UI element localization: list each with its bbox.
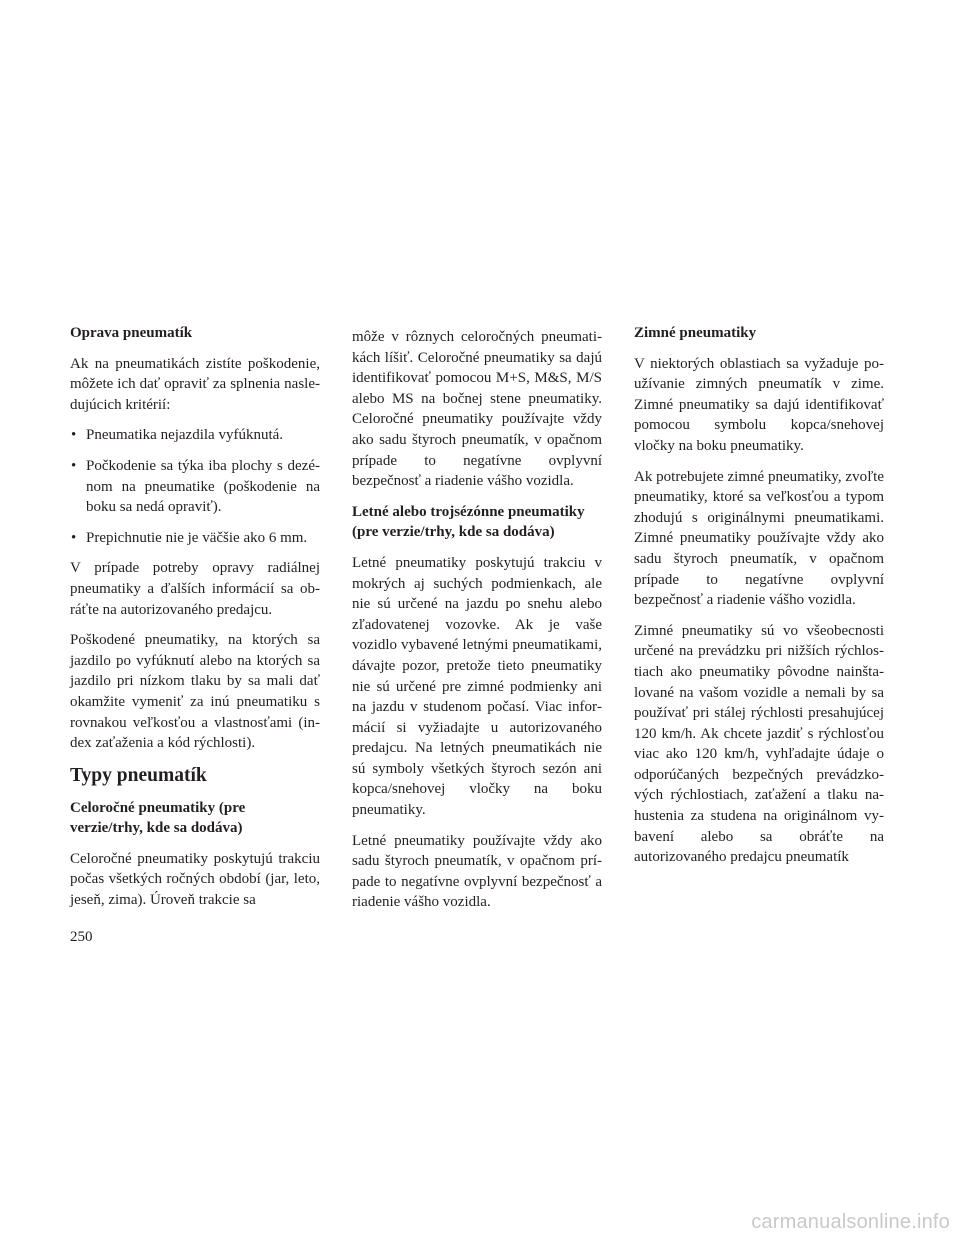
- column-right: [634, 323, 884, 878]
- list-item: • Prepichnutie nie je väčšie ako 6 mm.: [70, 528, 320, 549]
- column-left: [70, 323, 320, 921]
- heading-winter-tires: Zimné pneumatiky: [634, 325, 757, 341]
- watermark-text: carmanualsonline.info: [751, 1211, 950, 1233]
- heading-summer-tires: Letné alebo trojsézónne pneumatiky (pre verzie/trhy, kde sa dodáva): [352, 503, 585, 541]
- list-item: • Pneumatika nejazdila vyfúknutá.: [70, 425, 320, 446]
- paragraph-winter-speed: Zimné pneumatiky sú vo všeobecnosti určené na prevádzku pri nižších rýchlostiach ako pneumatiky pôvodne nainštalované na vašom vozidle a nemali by sa používať pri stálej rýchlosti presahujúcej 120 km/h. Ak chcete jazdiť s rýchlosťou viac ako 120 km/h, vyhľadajte údaje o odporúčaných bezpečných prevádzkových rýchlostiach, zaťažení a tlaku nahustenia za studena na originálnom vybavení alebo sa obráťte na autorizovaného predajcu pneumatík: [634, 622, 884, 866]
- paragraph-radial-repair: V prípade potreby opravy radiálnej pneumatiky a ďalších informácií sa obráťte na autorizovaného predajcu.: [70, 560, 320, 618]
- section-title-tire-types: Typy pneumatík: [70, 764, 207, 786]
- heading-tire-repair: Oprava pneumatík: [70, 325, 193, 341]
- paragraph-repair-intro: Ak na pneumatikách zistíte poškodenie, môžete ich dať opraviť za splnenia nasledujúcich kritérií:: [70, 355, 320, 413]
- paragraph-all-season: Celoročné pneumatiky poskytujú trakciu počas všetkých ročných období (jar, leto, jeseň, zima). Úroveň trakcie sa: [70, 850, 320, 909]
- list-item: • Počkodenie sa týka iba plochy s dezénom na pneumatike (poškodenie na boku sa nedá opraviť).: [70, 456, 320, 518]
- paragraph-summer-set: Letné pneumatiky používajte vždy ako sadu štyroch pneumatík, v opačnom prípade to negatívne ovplyvní bezpečnosť a riadenie vášho vozidla.: [352, 832, 602, 911]
- repair-criteria-list: [70, 425, 320, 548]
- paragraph-all-season-continued: môže v rôznych celoročných pneumatikách líšiť. Celoročné pneumatiky sa dajú identifikovať pomocou M+S, M&S, M/S alebo MS na bočnej stene pneumatiky. Celoročné pneumatiky používajte vždy ako sadu štyroch pneumatík, v opačnom prípade to negatívne ovplyvní bezpečnosť a riadenie vášho vozidla.: [352, 329, 602, 490]
- paragraph-winter-required: V niektorých oblastiach sa vyžaduje používanie zimných pneumatík v zime. Zimné pneumatiky sa dajú identifikovať pomocou symbolu kopca/snehovej vločky na boku pneumatiky.: [634, 355, 884, 454]
- heading-all-season: Celoročné pneumatiky (pre verzie/trhy, kde sa dodáva): [70, 799, 246, 837]
- page-number: 250: [70, 929, 93, 945]
- paragraph-damaged-tires: Poškodené pneumatiky, na ktorých sa jazdilo po vyfúknutí alebo na ktorých sa jazdilo pri nízkom tlaku by sa mali dať okamžite vymeniť za inú pneumatiku s rovnakou veľkosťou a vlastnosťami (index zaťaženia a kód rýchlosti).: [70, 632, 320, 752]
- column-middle: [352, 327, 602, 923]
- paragraph-winter-choose: Ak potrebujete zimné pneumatiky, zvoľte pneumatiky, ktoré sa veľkosťou a typom zhodujú s originálnymi pneumatikami. Zimné pneumatiky používajte vždy ako sadu štyroch pneumatík, v opačnom prípade to negatívne ovplyvní bezpečnosť a riadenie vášho vozidla.: [634, 468, 884, 609]
- paragraph-summer-tires: Letné pneumatiky poskytujú trakciu v mokrých aj suchých podmienkach, ale nie sú určené na jazdu po snehu alebo zľadovatenej vozovke. Ak je vaše vozidlo vybavené letnými pneumatikami, dávajte pozor, pretože tieto pneumatiky nie sú určené pre zimné podmienky ani na jazdu v studenom počasí. Viac informácií si vyžiadajte u autorizovaného predajcu. Na letných pneumatikách nie sú symboly všetkých štyroch sezón ani kopca/snehovej vločky na boku pneumatiky.: [352, 554, 602, 819]
